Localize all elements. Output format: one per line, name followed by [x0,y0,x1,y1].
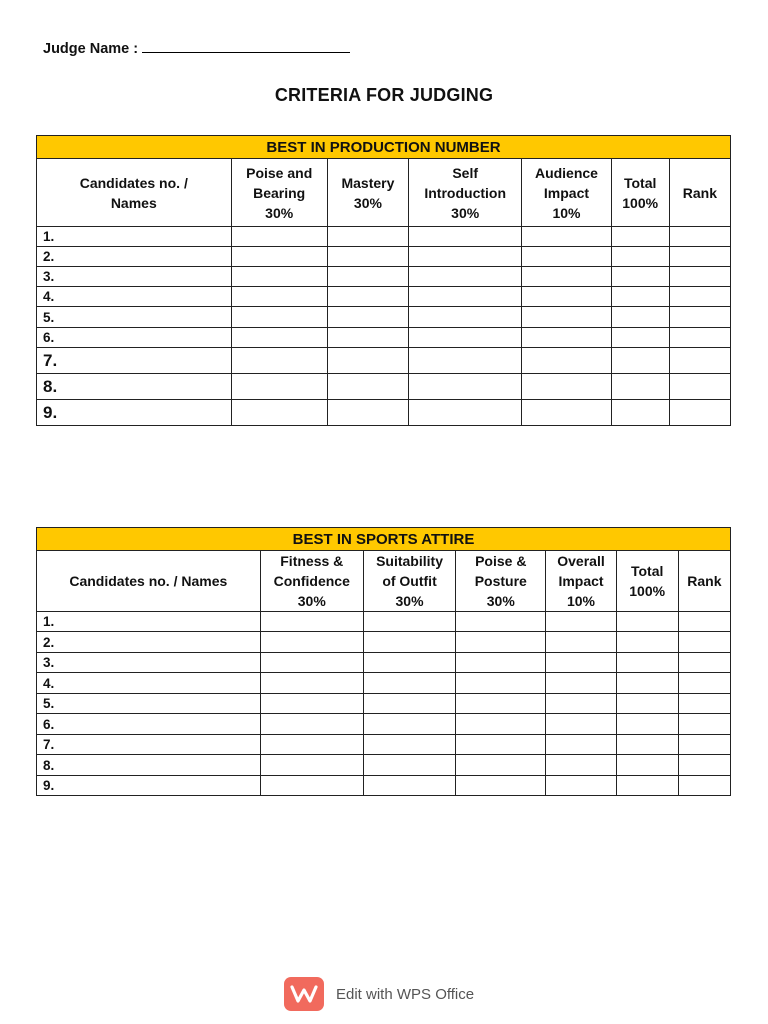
candidate-number-cell[interactable]: 2. [37,632,261,653]
candidate-number-cell[interactable]: 9. [37,776,261,796]
table-row [37,247,731,267]
score-cell[interactable] [522,267,611,287]
col-header-line: Overall [557,553,605,569]
score-cell[interactable] [522,307,611,328]
score-cell[interactable] [611,267,669,287]
score-cell[interactable] [616,735,678,755]
score-cell[interactable] [363,673,455,694]
score-cell[interactable] [611,328,669,348]
score-cell[interactable] [456,632,546,653]
score-cell[interactable] [231,267,327,287]
candidate-number-cell[interactable]: 8. [37,755,261,776]
wps-edit-text: Edit with WPS Office [336,985,475,1003]
table-row [37,267,731,287]
score-cell[interactable] [616,653,678,673]
col-header-line: 10% [566,593,596,609]
score-cell[interactable] [409,328,522,348]
score-cell[interactable] [611,227,669,247]
score-cell[interactable] [611,307,669,328]
score-cell[interactable] [669,247,730,267]
score-cell[interactable] [260,632,363,653]
score-cell[interactable] [260,612,363,632]
score-cell[interactable] [522,328,611,348]
col-header-line: Suitability [376,553,443,569]
candidate-number-cell[interactable]: 5. [37,694,261,714]
score-cell[interactable] [611,287,669,307]
score-cell[interactable] [409,348,522,374]
table-row [37,227,731,247]
score-cell[interactable] [327,267,408,287]
col-header-line: of Outfit [382,573,437,589]
score-cell[interactable] [231,348,327,374]
sports-header-row [37,551,731,612]
score-cell[interactable] [611,374,669,400]
candidate-number-cell[interactable]: 2. [37,247,232,267]
col-header-line: 30% [353,194,382,211]
score-cell[interactable] [327,307,408,328]
score-cell[interactable] [678,694,730,714]
candidate-number-cell[interactable]: 3. [37,653,261,673]
score-cell[interactable] [231,328,327,348]
table-row [37,755,731,776]
score-cell[interactable] [409,400,522,426]
score-cell[interactable] [231,307,327,328]
table-row [37,400,731,426]
score-cell[interactable] [231,374,327,400]
score-cell[interactable] [231,227,327,247]
score-cell[interactable] [260,714,363,735]
production-col-header-0 [37,159,232,227]
score-cell[interactable] [409,287,522,307]
candidate-number-cell[interactable]: 1. [37,612,261,632]
wps-watermark[interactable] [284,977,474,1011]
score-cell[interactable] [669,227,730,247]
score-cell[interactable] [678,653,730,673]
production-col-header-3 [409,159,522,227]
table-row [37,653,731,673]
score-cell[interactable] [522,227,611,247]
sports-col-header-5 [616,551,678,612]
table-row [37,374,731,400]
score-cell[interactable] [409,227,522,247]
score-cell[interactable] [546,632,616,653]
score-cell[interactable] [616,714,678,735]
score-cell[interactable] [678,673,730,694]
score-cell[interactable] [409,267,522,287]
score-cell[interactable] [409,247,522,267]
score-cell[interactable] [231,247,327,267]
col-header-line: Rank [687,573,722,589]
table-row [37,714,731,735]
table-row [37,307,731,328]
score-cell[interactable] [327,247,408,267]
col-header-line: Mastery [341,174,395,191]
table-row [37,673,731,694]
production-col-header-1 [231,159,327,227]
col-header-line: Introduction [424,184,507,201]
score-cell[interactable] [669,267,730,287]
candidate-number-cell[interactable]: 6. [37,328,232,348]
col-header-line: 30% [297,593,326,609]
score-cell[interactable] [546,735,616,755]
score-cell[interactable] [409,307,522,328]
sports-attire-table [36,527,731,796]
score-cell[interactable] [231,287,327,307]
production-col-header-6 [669,159,730,227]
col-header-line: Candidates no. / Names [69,573,228,589]
sports-col-header-4 [546,551,616,612]
candidate-number-cell[interactable]: 1. [37,227,232,247]
sports-col-header-2 [363,551,455,612]
col-header-line: Names [110,194,157,211]
score-cell[interactable] [669,287,730,307]
col-header-line: Poise & [475,553,527,569]
candidate-number-cell[interactable]: 7. [37,348,232,374]
score-cell[interactable] [456,735,546,755]
score-cell[interactable] [669,400,730,426]
candidate-number-cell[interactable]: 8. [37,374,232,400]
score-cell[interactable] [363,612,455,632]
score-cell[interactable] [327,374,408,400]
score-cell[interactable] [522,287,611,307]
sports-col-header-6 [678,551,730,612]
score-cell[interactable] [363,714,455,735]
judge-name-field [43,38,350,57]
col-header-line: Total [623,174,657,191]
production-band-title: BEST IN PRODUCTION NUMBER [37,136,731,159]
candidate-number-cell[interactable]: 3. [37,267,232,287]
score-cell[interactable] [669,374,730,400]
wps-logo-icon [284,977,324,1011]
score-cell[interactable] [327,400,408,426]
score-cell[interactable] [260,673,363,694]
score-cell[interactable] [546,714,616,735]
score-cell[interactable] [616,776,678,796]
table-row [37,348,731,374]
score-cell[interactable] [522,247,611,267]
col-header-line: Total [630,563,664,579]
score-cell[interactable] [231,400,327,426]
score-cell[interactable] [363,776,455,796]
table-row [37,328,731,348]
col-header-line: Fitness & [280,553,344,569]
score-cell[interactable] [611,247,669,267]
score-cell[interactable] [678,735,730,755]
score-cell[interactable] [522,400,611,426]
score-cell[interactable] [260,653,363,673]
sports-col-header-0 [37,551,261,612]
score-cell[interactable] [327,287,408,307]
score-cell[interactable] [546,755,616,776]
score-cell[interactable] [260,735,363,755]
judge-name-label: Judge Name : [43,41,139,57]
score-cell[interactable] [678,714,730,735]
judge-name-line[interactable] [142,38,350,53]
candidate-number-cell[interactable]: 9. [37,400,232,426]
col-header-line: Rank [682,184,717,201]
score-cell[interactable] [546,694,616,714]
score-cell[interactable] [546,673,616,694]
production-col-header-2 [327,159,408,227]
sports-band-title: BEST IN SPORTS ATTIRE [37,528,731,551]
score-cell[interactable] [678,632,730,653]
col-header-line: Bearing [253,184,306,201]
col-header-line: 30% [395,593,424,609]
score-cell[interactable] [260,755,363,776]
score-cell[interactable] [456,776,546,796]
score-cell[interactable] [327,348,408,374]
col-header-line: 30% [486,593,515,609]
table-row [37,287,731,307]
production-header-row [37,159,731,227]
col-header-line: 100% [629,583,666,599]
score-cell[interactable] [669,307,730,328]
score-cell[interactable] [363,755,455,776]
score-cell[interactable] [522,374,611,400]
score-cell[interactable] [456,694,546,714]
score-cell[interactable] [363,735,455,755]
score-cell[interactable] [522,348,611,374]
score-cell[interactable] [260,694,363,714]
col-header-line: 10% [552,204,581,221]
candidate-number-cell[interactable]: 7. [37,735,261,755]
score-cell[interactable] [327,328,408,348]
col-header-line: Confidence [273,573,350,589]
col-header-line: Impact [558,573,604,589]
score-cell[interactable] [456,673,546,694]
score-cell[interactable] [456,612,546,632]
score-cell[interactable] [611,348,669,374]
score-cell[interactable] [678,612,730,632]
page-title: CRITERIA FOR JUDGING [274,85,494,105]
score-cell[interactable] [456,714,546,735]
candidate-number-cell[interactable]: 6. [37,714,261,735]
score-cell[interactable] [327,227,408,247]
col-header-line: 100% [622,194,659,211]
table-row [37,632,731,653]
score-cell[interactable] [616,673,678,694]
score-cell[interactable] [363,632,455,653]
score-cell[interactable] [616,694,678,714]
score-cell[interactable] [363,653,455,673]
score-cell[interactable] [669,348,730,374]
table-row [37,735,731,755]
col-header-line: 30% [451,204,480,221]
col-header-line: 30% [265,204,294,221]
score-cell[interactable] [669,328,730,348]
score-cell[interactable] [409,374,522,400]
score-cell[interactable] [678,776,730,796]
col-header-line: Poise and [246,164,313,181]
production-col-header-4 [522,159,611,227]
production-col-header-5 [611,159,669,227]
col-header-line: Candidates no. / [79,174,188,191]
sports-col-header-1 [260,551,363,612]
col-header-line: Impact [543,184,590,201]
candidate-number-cell[interactable]: 5. [37,307,232,328]
score-cell[interactable] [363,694,455,714]
col-header-line: Self [452,164,479,181]
score-cell[interactable] [616,632,678,653]
score-cell[interactable] [678,755,730,776]
table-row [37,612,731,632]
score-cell[interactable] [616,612,678,632]
score-cell[interactable] [546,776,616,796]
score-cell[interactable] [546,653,616,673]
score-cell[interactable] [456,755,546,776]
score-cell[interactable] [616,755,678,776]
candidate-number-cell[interactable]: 4. [37,673,261,694]
table-row [37,776,731,796]
col-header-line: Posture [474,573,527,589]
col-header-line: Audience [534,164,598,181]
table-row [37,694,731,714]
candidate-number-cell[interactable]: 4. [37,287,232,307]
score-cell[interactable] [260,776,363,796]
production-number-table [36,135,731,426]
sports-col-header-3 [456,551,546,612]
score-cell[interactable] [456,653,546,673]
score-cell[interactable] [546,612,616,632]
score-cell[interactable] [611,400,669,426]
